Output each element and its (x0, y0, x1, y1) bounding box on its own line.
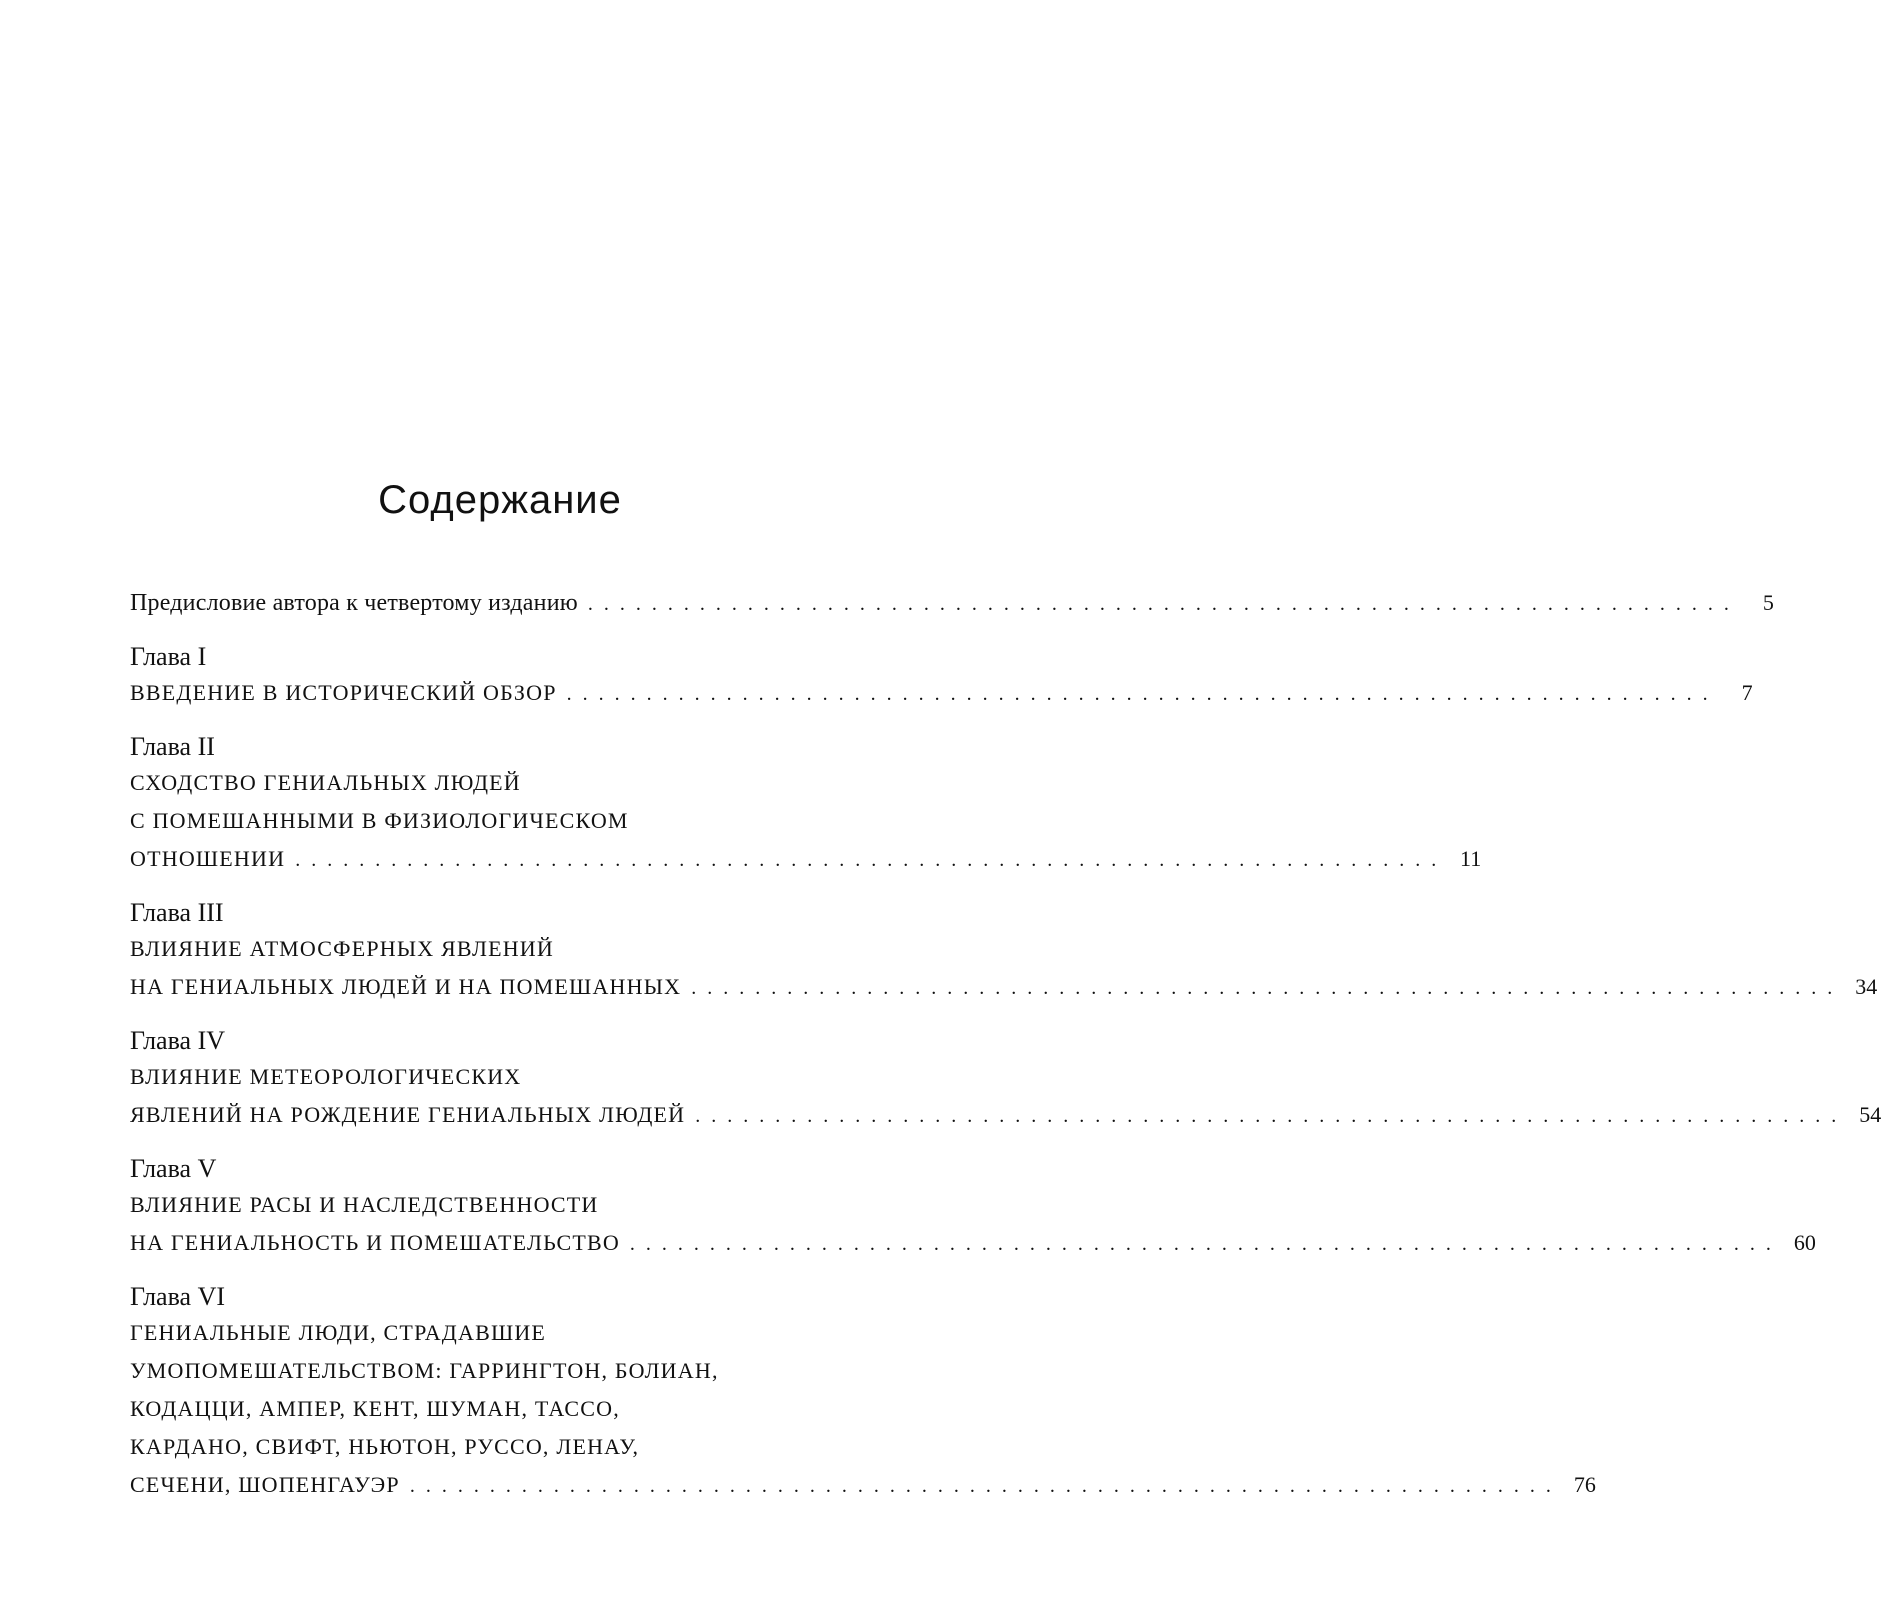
dot-leader: . . . . . . . . . . . . . . . . . . . . . . . . . . . . . . . . . . . . . . . . . . . . . . . . . . . . . . . . . . . . . . . . . . . . . . . . (695, 1105, 1840, 1127)
toc-entry[interactable] (130, 1152, 1816, 1262)
page-number: 7 (1741, 680, 1753, 705)
toc-entry[interactable] (130, 730, 1482, 878)
page-number: 76 (1573, 1472, 1596, 1497)
dot-leader: . . . . . . . . . . . . . . . . . . . . . . . . . . . . . . . . . . . . . . . . . . . . . . . . . . . . . . . . . . . . . . . . . . . . . . . . (566, 683, 1711, 705)
entry-title-line: ВЛИЯНИЕ РАСЫ И НАСЛЕДСТВЕННОСТИ (130, 1192, 599, 1217)
entry-title-text: НА ГЕНИАЛЬНЫХ ЛЮДЕЙ И НА ПОМЕШАННЫХ (130, 974, 682, 999)
page-number: 11 (1460, 846, 1482, 871)
chapter-label: Глава II (130, 732, 215, 761)
chapter-label: Глава III (130, 898, 224, 927)
entry-title-last-line (130, 968, 1878, 1006)
entry-title-line: ГЕНИАЛЬНЫЕ ЛЮДИ, СТРАДАВШИЕ (130, 1320, 547, 1345)
entry-title-text: ОТНОШЕНИИ (130, 846, 286, 871)
dot-leader: . . . . . . . . . . . . . . . . . . . . . . . . . . . . . . . . . . . . . . . . . . . . . . . . . . . . . . . . . . . . . . . . . . . . . . . . (409, 1475, 1554, 1497)
entry-title-last-line (130, 584, 1774, 622)
chapter-label: Глава I (130, 642, 207, 671)
dot-leader: . . . . . . . . . . . . . . . . . . . . . . . . . . . . . . . . . . . . . . . . . . . . . . . . . . . . . . . . . . . . . . . . . . . . . . . . (691, 977, 1836, 999)
entry-title-last-line (130, 674, 1753, 712)
entry-title-last-line (130, 1224, 1816, 1262)
chapter-label: Глава IV (130, 1026, 225, 1055)
entry-title-line: УМОПОМЕШАТЕЛЬСТВОМ: ГАРРИНГТОН, БОЛИАН, (130, 1358, 719, 1383)
entry-title-line: С ПОМЕШАННЫМИ В ФИЗИОЛОГИЧЕСКОМ (130, 808, 629, 833)
entry-title-text: НА ГЕНИАЛЬНОСТЬ И ПОМЕШАТЕЛЬСТВО (130, 1230, 620, 1255)
entry-title-last-line (130, 1096, 1881, 1134)
page-title: Содержание (378, 478, 622, 522)
toc-entry[interactable] (130, 1280, 1596, 1504)
toc-entry[interactable] (130, 584, 1774, 622)
entry-title-line: КАРДАНО, СВИФТ, НЬЮТОН, РУССО, ЛЕНАУ, (130, 1434, 640, 1459)
entry-title-text: СЕЧЕНИ, ШОПЕНГАУЭР (130, 1472, 400, 1497)
page-number: 60 (1793, 1230, 1816, 1255)
entry-title-text: ВВЕДЕНИЕ В ИСТОРИЧЕСКИЙ ОБЗОР (130, 680, 557, 705)
entry-title-line: СХОДСТВО ГЕНИАЛЬНЫХ ЛЮДЕЙ (130, 770, 521, 795)
table-of-contents (130, 584, 1881, 1522)
page-number: 54 (1859, 1102, 1881, 1127)
toc-entry[interactable] (130, 896, 1878, 1006)
entry-title-line: КОДАЦЦИ, АМПЕР, КЕНТ, ШУМАН, ТАССО, (130, 1396, 620, 1421)
entry-title-last-line (130, 1466, 1596, 1504)
toc-entry[interactable] (130, 1024, 1881, 1134)
page-number: 5 (1762, 590, 1774, 615)
dot-leader: . . . . . . . . . . . . . . . . . . . . . . . . . . . . . . . . . . . . . . . . . . . . . . . . . . . . . . . . . . . . . . . . . . . . . . . . (587, 593, 1732, 615)
entry-title-text: ЯВЛЕНИЙ НА РОЖДЕНИЕ ГЕНИАЛЬНЫХ ЛЮДЕЙ (130, 1102, 686, 1127)
entry-title-text: Предисловие автора к четвертому изданию (130, 590, 578, 616)
entry-title-line: ВЛИЯНИЕ АТМОСФЕРНЫХ ЯВЛЕНИЙ (130, 936, 554, 961)
chapter-label: Глава V (130, 1154, 217, 1183)
dot-leader: . . . . . . . . . . . . . . . . . . . . . . . . . . . . . . . . . . . . . . . . . . . . . . . . . . . . . . . . . . . . . . . . . . . . . . . . (295, 849, 1440, 871)
dot-leader: . . . . . . . . . . . . . . . . . . . . . . . . . . . . . . . . . . . . . . . . . . . . . . . . . . . . . . . . . . . . . . . . . . . . . . . . (629, 1233, 1774, 1255)
chapter-label: Глава VI (130, 1282, 225, 1311)
page-number: 34 (1855, 974, 1878, 999)
entry-title-last-line (130, 840, 1482, 878)
entry-title-line: ВЛИЯНИЕ МЕТЕОРОЛОГИЧЕСКИХ (130, 1064, 522, 1089)
toc-entry[interactable] (130, 640, 1753, 712)
